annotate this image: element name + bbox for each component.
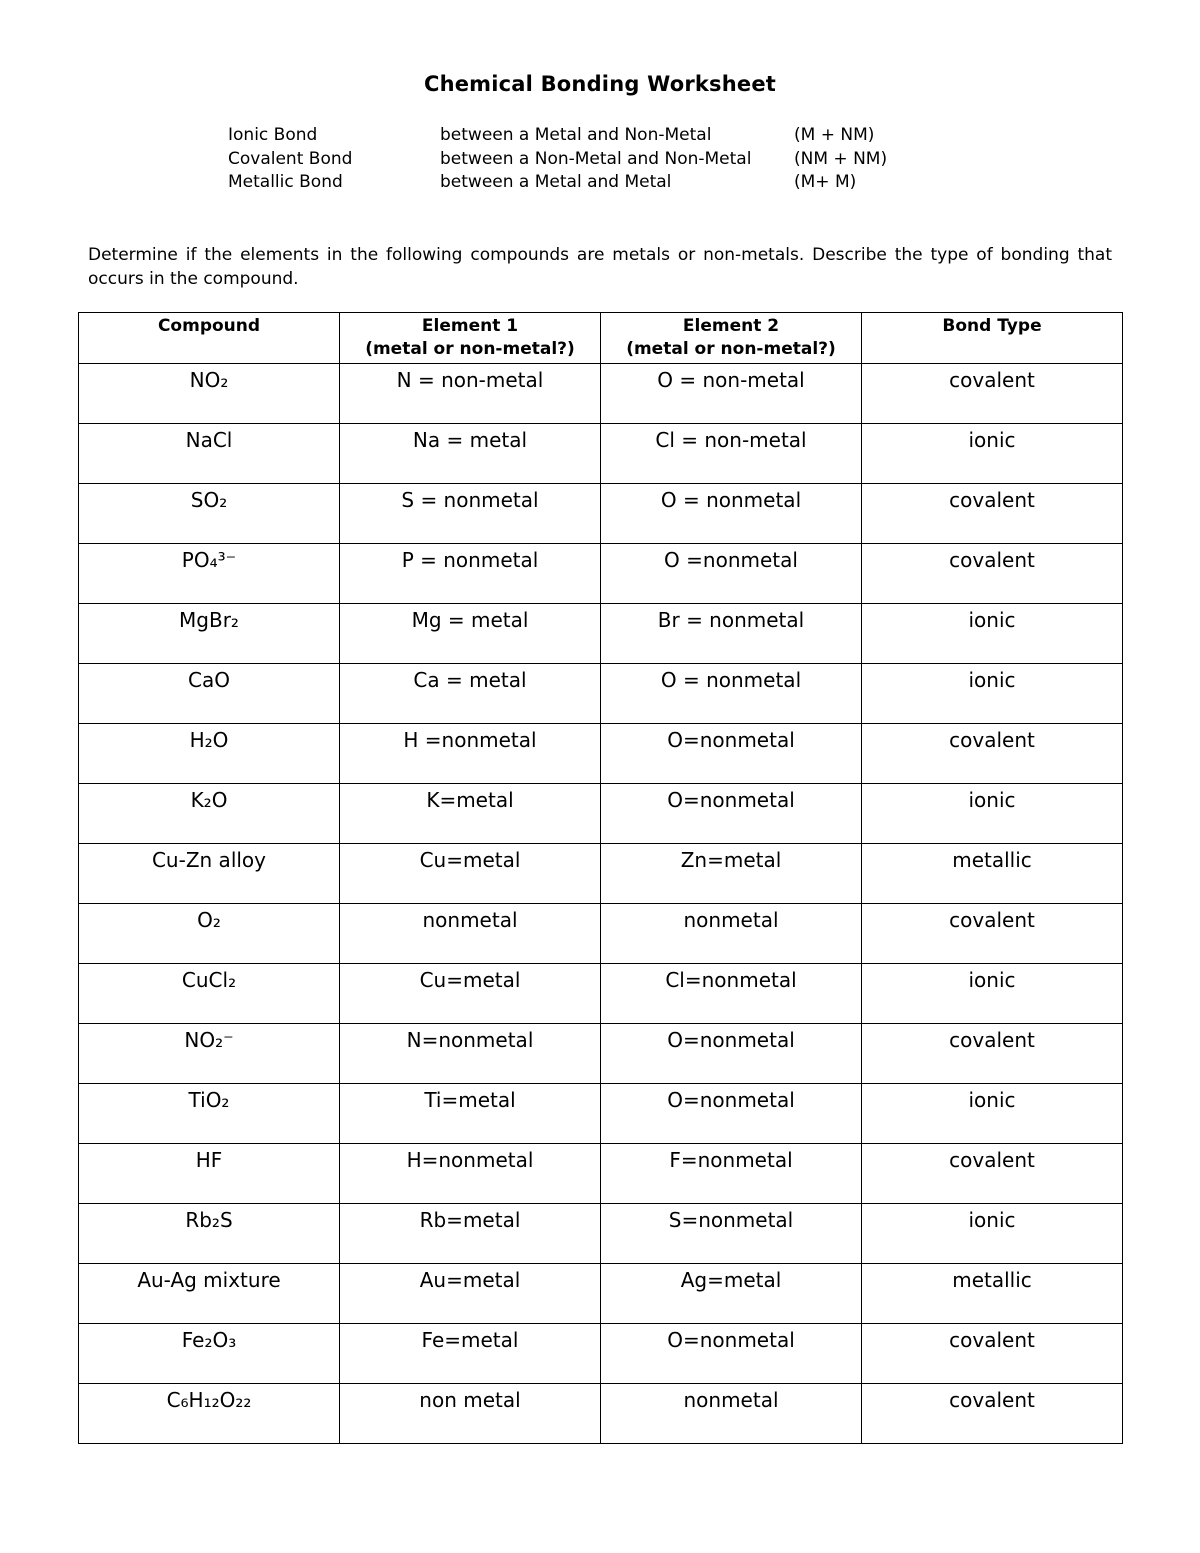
table-row bbox=[79, 1264, 1123, 1324]
definition-description: between a Metal and Non-Metal bbox=[440, 125, 712, 145]
header-element2-label: Element 2 bbox=[682, 316, 780, 336]
compound-cell: K₂O bbox=[79, 784, 340, 844]
header-bond-type-label: Bond Type bbox=[942, 316, 1042, 336]
element2-cell: Br = nonmetal bbox=[601, 604, 862, 664]
element2-cell: F=nonmetal bbox=[601, 1144, 862, 1204]
bond-type-cell: metallic bbox=[862, 1264, 1123, 1324]
instructions: Determine if the elements in the following compounds are metals or non-metals. Describe the type of bonding that occurs in the compound. bbox=[88, 245, 1112, 289]
element2-cell: S=nonmetal bbox=[601, 1204, 862, 1264]
bond-type-cell: ionic bbox=[862, 964, 1123, 1024]
header-element2-sublabel: (metal or non-metal?) bbox=[626, 339, 836, 359]
definition-name: Ionic Bond bbox=[228, 125, 318, 145]
header-compound-label: Compound bbox=[157, 316, 261, 336]
element2-cell: O=nonmetal bbox=[601, 1024, 862, 1084]
compound-cell: CaO bbox=[79, 664, 340, 724]
header-element1 bbox=[340, 313, 601, 364]
compound-cell: Cu-Zn alloy bbox=[79, 844, 340, 904]
table-row bbox=[79, 1384, 1123, 1444]
element2-cell: O=nonmetal bbox=[601, 1324, 862, 1384]
compound-cell: MgBr₂ bbox=[79, 604, 340, 664]
header-compound bbox=[79, 313, 340, 364]
table-row bbox=[79, 364, 1123, 424]
element1-cell: Mg = metal bbox=[340, 604, 601, 664]
bond-type-cell: ionic bbox=[862, 1084, 1123, 1144]
element1-cell: K=metal bbox=[340, 784, 601, 844]
table-row bbox=[79, 964, 1123, 1024]
bond-type-cell: covalent bbox=[862, 1384, 1123, 1444]
compound-cell: TiO₂ bbox=[79, 1084, 340, 1144]
bond-type-cell: metallic bbox=[862, 844, 1123, 904]
bond-type-cell: ionic bbox=[862, 664, 1123, 724]
definition-description: between a Non-Metal and Non-Metal bbox=[440, 148, 752, 169]
bonding-table bbox=[78, 312, 1123, 1444]
bond-type-cell: covalent bbox=[862, 904, 1123, 964]
bond-type-cell: covalent bbox=[862, 484, 1123, 544]
table-body bbox=[79, 364, 1123, 1444]
table-row bbox=[79, 604, 1123, 664]
element2-cell: O =nonmetal bbox=[601, 544, 862, 604]
table-row bbox=[79, 484, 1123, 544]
element1-cell: Ti=metal bbox=[340, 1084, 601, 1144]
bond-type-cell: ionic bbox=[862, 424, 1123, 484]
table-row bbox=[79, 1204, 1123, 1264]
table-row bbox=[79, 1144, 1123, 1204]
bond-type-cell: covalent bbox=[862, 724, 1123, 784]
compound-cell: PO₄³⁻ bbox=[79, 544, 340, 604]
table-header-row bbox=[79, 313, 1123, 364]
element2-cell: O=nonmetal bbox=[601, 724, 862, 784]
element1-cell: nonmetal bbox=[340, 904, 601, 964]
compound-cell: Fe₂O₃ bbox=[79, 1324, 340, 1384]
element2-cell: O = nonmetal bbox=[601, 664, 862, 724]
element1-cell: Fe=metal bbox=[340, 1324, 601, 1384]
compound-cell: SO₂ bbox=[79, 484, 340, 544]
bond-type-cell: covalent bbox=[862, 1324, 1123, 1384]
definition-formula: (M + NM) bbox=[794, 125, 875, 145]
element1-cell: Ca = metal bbox=[340, 664, 601, 724]
element1-cell: Na = metal bbox=[340, 424, 601, 484]
element2-cell: Cl = non-metal bbox=[601, 424, 862, 484]
element2-cell: O=nonmetal bbox=[601, 1084, 862, 1144]
definition-formula: (M+ M) bbox=[794, 172, 857, 192]
element2-cell: nonmetal bbox=[601, 1384, 862, 1444]
bond-type-cell: ionic bbox=[862, 784, 1123, 844]
element1-cell: Cu=metal bbox=[340, 964, 601, 1024]
definition-name: Covalent Bond bbox=[228, 148, 353, 169]
element2-cell: O = nonmetal bbox=[601, 484, 862, 544]
element1-cell: Cu=metal bbox=[340, 844, 601, 904]
element2-cell: nonmetal bbox=[601, 904, 862, 964]
compound-cell: C₆H₁₂O₂₂ bbox=[79, 1384, 340, 1444]
element1-cell: N=nonmetal bbox=[340, 1024, 601, 1084]
bond-type-cell: covalent bbox=[862, 364, 1123, 424]
element1-cell: H=nonmetal bbox=[340, 1144, 601, 1204]
table-row bbox=[79, 904, 1123, 964]
element2-cell: Zn=metal bbox=[601, 844, 862, 904]
element1-cell: Au=metal bbox=[340, 1264, 601, 1324]
table-row bbox=[79, 544, 1123, 604]
table-row bbox=[79, 1324, 1123, 1384]
bond-type-cell: covalent bbox=[862, 1144, 1123, 1204]
page-title: Chemical Bonding Worksheet bbox=[423, 72, 777, 96]
table-row bbox=[79, 784, 1123, 844]
header-element2 bbox=[601, 313, 862, 364]
compound-cell: CuCl₂ bbox=[79, 964, 340, 1024]
table-row bbox=[79, 724, 1123, 784]
table-row bbox=[79, 1024, 1123, 1084]
bond-type-cell: covalent bbox=[862, 1024, 1123, 1084]
compound-cell: H₂O bbox=[79, 724, 340, 784]
compound-cell: NO₂⁻ bbox=[79, 1024, 340, 1084]
compound-cell: Rb₂S bbox=[79, 1204, 340, 1264]
element1-cell: P = nonmetal bbox=[340, 544, 601, 604]
element2-cell: Cl=nonmetal bbox=[601, 964, 862, 1024]
bond-type-cell: ionic bbox=[862, 1204, 1123, 1264]
definition-description: between a Metal and Metal bbox=[440, 172, 672, 192]
table-row bbox=[79, 424, 1123, 484]
element1-cell: Rb=metal bbox=[340, 1204, 601, 1264]
header-bond-type bbox=[862, 313, 1123, 364]
table-row bbox=[79, 664, 1123, 724]
element1-cell: non metal bbox=[340, 1384, 601, 1444]
element1-cell: S = nonmetal bbox=[340, 484, 601, 544]
bond-type-cell: ionic bbox=[862, 604, 1123, 664]
definition-name: Metallic Bond bbox=[228, 172, 343, 192]
element1-cell: H =nonmetal bbox=[340, 724, 601, 784]
element1-cell: N = non-metal bbox=[340, 364, 601, 424]
element2-cell: Ag=metal bbox=[601, 1264, 862, 1324]
definition-formula: (NM + NM) bbox=[794, 148, 888, 169]
compound-cell: NO₂ bbox=[79, 364, 340, 424]
bond-type-cell: covalent bbox=[862, 544, 1123, 604]
header-element1-label: Element 1 bbox=[421, 316, 519, 336]
element2-cell: O=nonmetal bbox=[601, 784, 862, 844]
element2-cell: O = non-metal bbox=[601, 364, 862, 424]
compound-cell: Au-Ag mixture bbox=[79, 1264, 340, 1324]
compound-cell: O₂ bbox=[79, 904, 340, 964]
table-row bbox=[79, 844, 1123, 904]
header-element1-sublabel: (metal or non-metal?) bbox=[365, 339, 575, 359]
table-row bbox=[79, 1084, 1123, 1144]
compound-cell: NaCl bbox=[79, 424, 340, 484]
compound-cell: HF bbox=[79, 1144, 340, 1204]
